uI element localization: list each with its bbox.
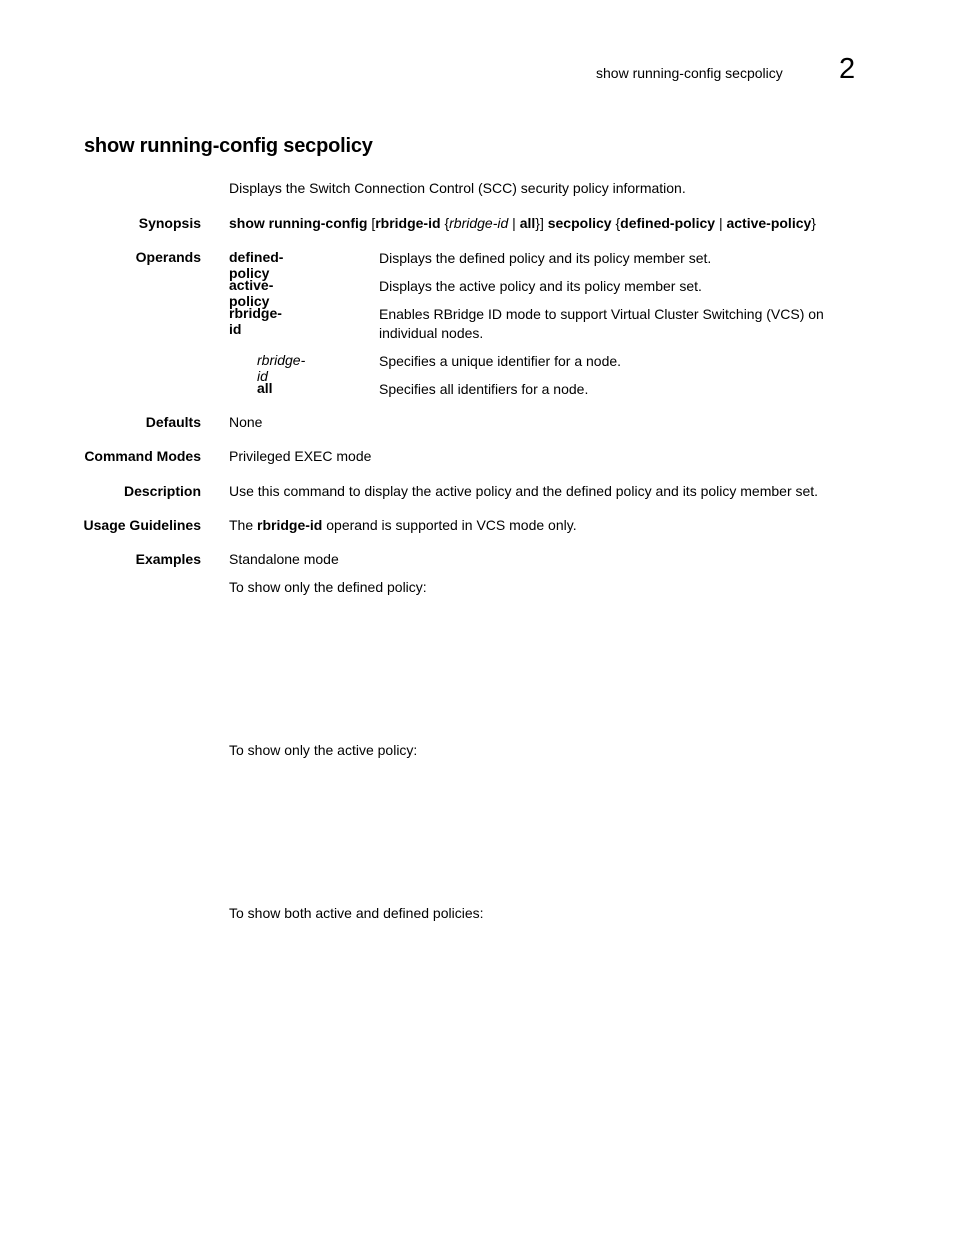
synopsis-cmd: show running-config — [229, 215, 368, 231]
usage-label: Usage Guidelines — [83, 517, 201, 533]
defaults-label: Defaults — [145, 414, 201, 430]
synopsis-bracket-open: [ — [371, 215, 376, 231]
operand-term: active-policy — [229, 277, 274, 309]
operand-desc: Displays the defined policy and its policy member set. — [379, 250, 712, 266]
command-modes-value: Privileged EXEC mode — [229, 448, 372, 464]
operand-sub-desc: Specifies a unique identifier for a node. — [379, 353, 622, 369]
synopsis-sep-1: | — [512, 215, 516, 231]
description-value: Use this command to display the active policy and the defined policy and its policy member set. — [229, 483, 819, 499]
synopsis-label: Synopsis — [138, 215, 201, 231]
synopsis-sep-2: | — [718, 215, 723, 231]
operand-desc: Enables RBridge ID mode to support Virtual Cluster Switching (VCS) on individual nodes. — [379, 306, 824, 341]
page-title: show running-config secpolicy — [84, 135, 373, 157]
synopsis-command — [229, 215, 816, 231]
example-active-text: To show only the active policy: — [229, 742, 418, 758]
synopsis-brace-open-2: { — [615, 215, 621, 231]
synopsis-secpolicy: secpolicy — [547, 215, 612, 231]
synopsis-rbridge-var: rbridge-id — [449, 215, 509, 231]
usage-term: rbridge-id — [257, 517, 323, 533]
usage-value — [229, 517, 577, 533]
synopsis-active: active-policy — [726, 215, 812, 231]
operand-term: rbridge-id — [229, 305, 282, 337]
usage-pre: The — [229, 517, 254, 533]
synopsis-all: all — [519, 215, 536, 231]
defaults-value: None — [229, 414, 263, 430]
operand-desc: Displays the active policy and its policy member set. — [379, 278, 702, 294]
example-defined-text: To show only the defined policy: — [229, 579, 427, 595]
synopsis-brace-close-2: } — [811, 215, 816, 231]
synopsis-brace-open: { — [444, 215, 450, 231]
usage-post: operand is supported in VCS mode only. — [326, 517, 577, 533]
operand-sub-term: all — [257, 380, 273, 396]
chapter-number: 2 — [839, 53, 856, 85]
command-modes-label: Command Modes — [84, 448, 201, 464]
example-both-text: To show both active and defined policies: — [229, 905, 484, 921]
synopsis-brace-close: }] — [535, 215, 544, 231]
description-label: Description — [123, 483, 201, 499]
examples-value: Standalone mode — [229, 551, 339, 567]
operand-sub-term: rbridge-id — [257, 352, 306, 384]
operand-sub-desc: Specifies all identifiers for a node. — [379, 381, 589, 397]
operands-label: Operands — [135, 249, 201, 265]
synopsis-rbridge: rbridge-id — [375, 215, 441, 231]
examples-label: Examples — [135, 551, 201, 567]
operand-term: defined-policy — [229, 249, 284, 281]
running-header-title: show running-config secpolicy — [596, 65, 783, 81]
synopsis-defined: defined-policy — [620, 215, 716, 231]
intro-text: Displays the Switch Connection Control (SCC) security policy information. — [229, 180, 686, 196]
